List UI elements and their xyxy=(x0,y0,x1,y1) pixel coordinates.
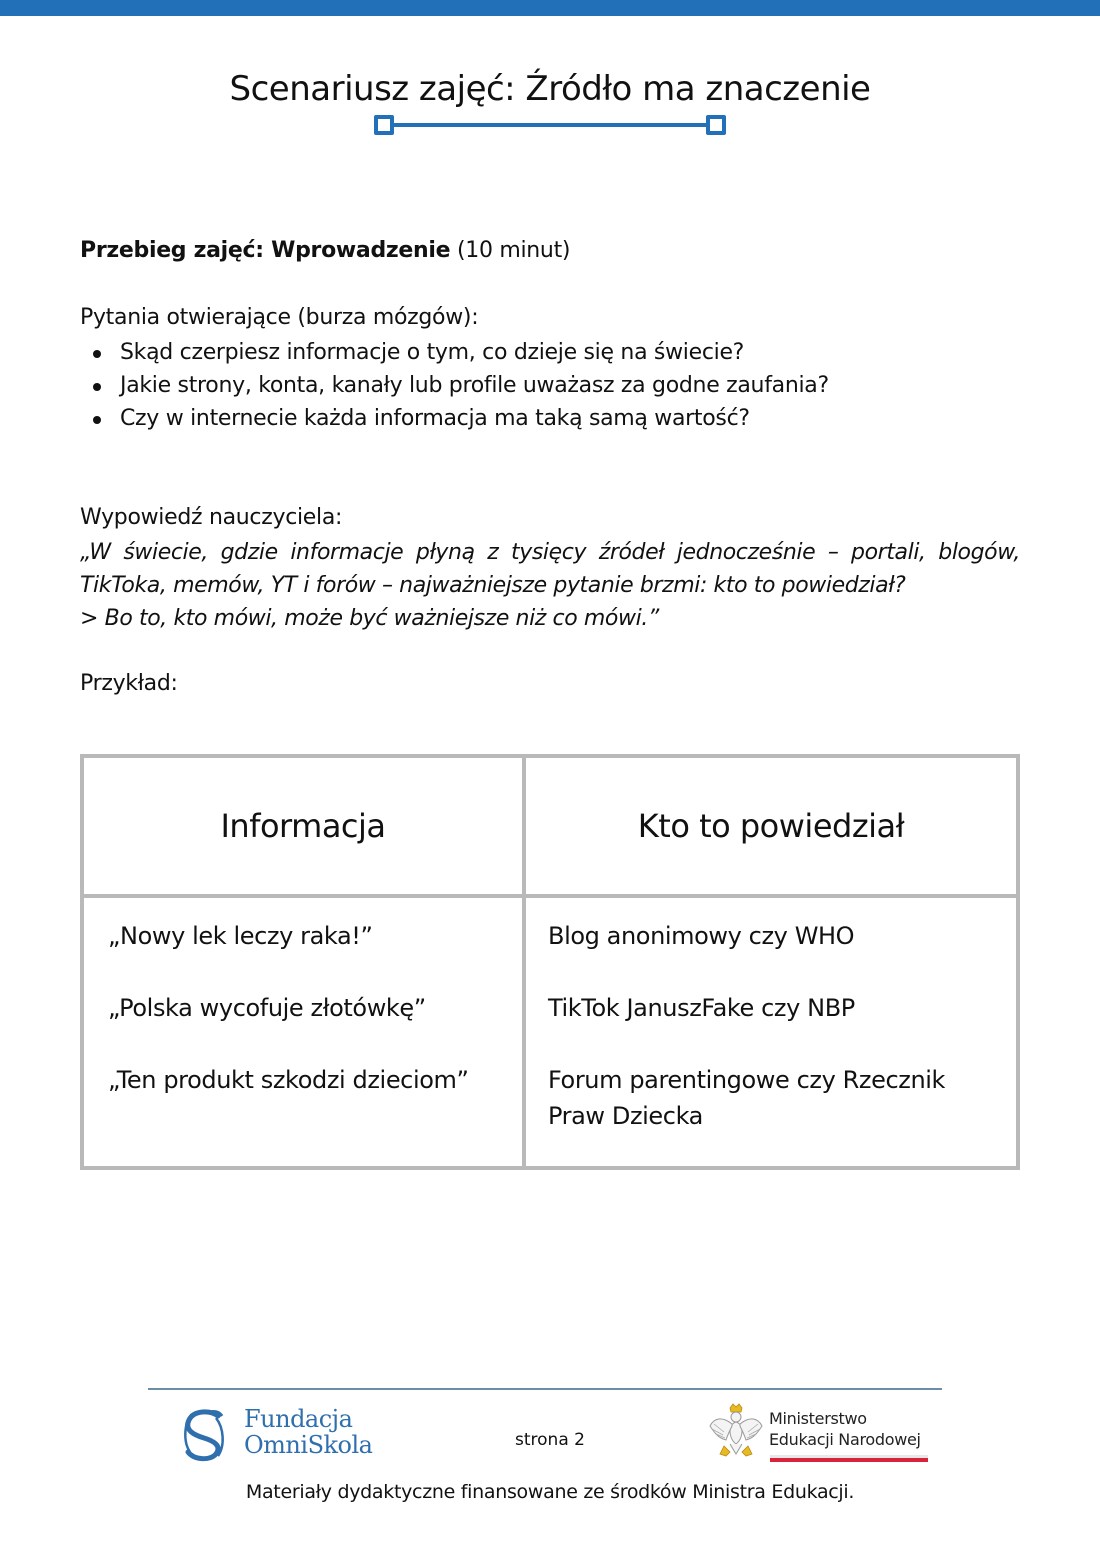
list-item xyxy=(80,371,829,404)
section-heading-bold: Przebieg zajęć: Wprowadzenie xyxy=(80,238,451,263)
table-column-info xyxy=(108,918,508,1134)
question-text: Jakie strony, konta, kanały lub profile uważasz za godne zaufania? xyxy=(120,373,829,398)
teacher-label: Wypowiedź nauczyciela: xyxy=(80,505,343,530)
quote-line: „W świecie, gdzie informacje płyną z tysięcy źródeł jednocześnie – portali, blogów, xyxy=(80,540,1020,565)
example-table xyxy=(80,754,1020,1170)
bullet-icon xyxy=(93,416,101,424)
table-cell-source: Forum parentingowe czy Rzecznik Praw Dziecka xyxy=(548,1066,946,1130)
table-cell-info: „Polska wycofuje złotówkę” xyxy=(108,994,426,1022)
ministry-logo xyxy=(708,1402,940,1466)
omniskola-logo xyxy=(180,1406,390,1464)
page-number: strona 2 xyxy=(515,1430,585,1450)
table-cell-source: Blog anonimowy czy WHO xyxy=(548,922,855,950)
top-accent-bar xyxy=(0,0,1100,16)
quote-line: > Bo to, kto mówi, może być ważniejsze niż co mówi.” xyxy=(80,606,659,631)
quote-line: TikToka, memów, YT i forów – najważniejsze pytanie brzmi: kto to powiedział? xyxy=(80,573,906,598)
table-cell-info: „Nowy lek leczy raka!” xyxy=(108,922,373,950)
funding-note: Materiały dydaktyczne finansowane ze środków Ministra Edukacji. xyxy=(245,1481,855,1503)
example-label: Przykład: xyxy=(80,671,178,696)
questions-list xyxy=(80,338,829,437)
question-text: Skąd czerpiesz informacje o tym, co dzieje się na świecie? xyxy=(120,340,745,365)
footer-divider xyxy=(148,1388,942,1390)
bullet-icon xyxy=(93,350,101,358)
omniskola-logo-line1: Fundacja xyxy=(244,1405,353,1433)
table-header-divider xyxy=(84,894,1016,898)
list-item xyxy=(80,404,829,437)
table-header-source: Kto to powiedział xyxy=(637,807,905,845)
table-column-source xyxy=(548,918,988,1134)
question-text: Czy w internecie każda informacja ma taką samą wartość? xyxy=(120,406,750,431)
divider-square-icon xyxy=(706,115,726,135)
ministry-logo-line2: Edukacji Narodowej xyxy=(769,1430,921,1449)
page-title: Scenariusz zajęć: Źródło ma znaczenie xyxy=(229,68,871,109)
bullet-icon xyxy=(93,383,101,391)
questions-intro: Pytania otwierające (burza mózgów): xyxy=(80,305,479,330)
section-heading xyxy=(80,238,570,263)
table-cell-info: „Ten produkt szkodzi dzieciom” xyxy=(108,1066,469,1094)
flag-red-stripe xyxy=(770,1458,928,1462)
divider-line xyxy=(384,123,716,127)
divider-square-icon xyxy=(374,115,394,135)
title-divider xyxy=(374,114,726,136)
omniskola-logo-line2: OmniSkola xyxy=(244,1431,373,1459)
table-header-info: Informacja xyxy=(220,807,386,845)
section-heading-duration: (10 minut) xyxy=(450,238,571,263)
table-cell-source: TikTok JanuszFake czy NBP xyxy=(548,994,855,1022)
ministry-logo-line1: Ministerstwo xyxy=(769,1409,867,1428)
teacher-quote xyxy=(80,536,1020,635)
list-item xyxy=(80,338,829,371)
white-eagle-emblem-icon xyxy=(708,1402,764,1464)
omniskola-s-icon xyxy=(180,1408,228,1462)
